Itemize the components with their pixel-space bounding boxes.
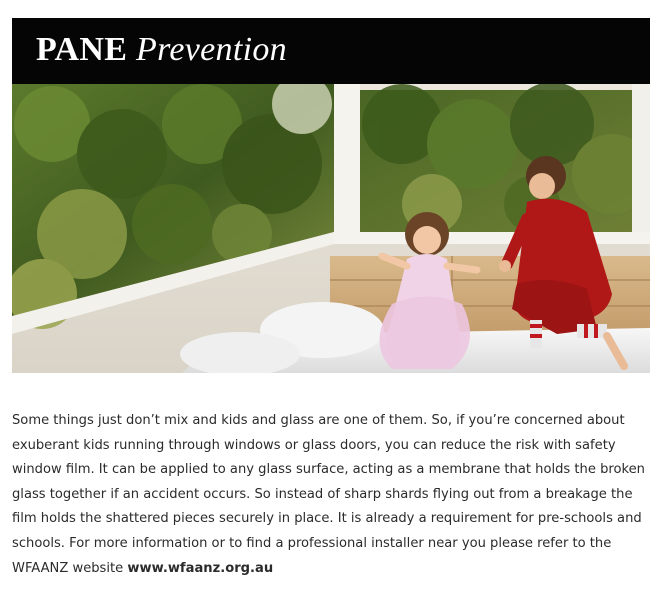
title-italic-part: Prevention bbox=[136, 31, 287, 68]
right-window-frame bbox=[632, 84, 650, 244]
article-body bbox=[12, 409, 652, 581]
window-pillar bbox=[334, 84, 360, 244]
title-bar bbox=[12, 18, 650, 84]
article-text: Some things just don’t mix and kids and glass are one of them. So, if you’re concerned about exuberant kids running through windows or glass doors, you can reduce the risk with safety window film. It can be applied to any glass surface, acting as a membrane that holds the broken glass together if an accident occurs. So instead of sharp shards flying out from a breakage the film holds the shattered pieces securely in place. It is already a requirement for pre-schools and schools. For more information or to find a professional installer near you please refer to the WFAANZ website bbox=[12, 413, 645, 576]
title-bold-part: PANE bbox=[36, 31, 128, 68]
wfaanz-website-link[interactable]: www.wfaanz.org.au bbox=[127, 560, 274, 576]
page-title bbox=[36, 31, 287, 69]
photo-children-bed-window bbox=[12, 84, 650, 373]
window-sill bbox=[360, 232, 650, 244]
